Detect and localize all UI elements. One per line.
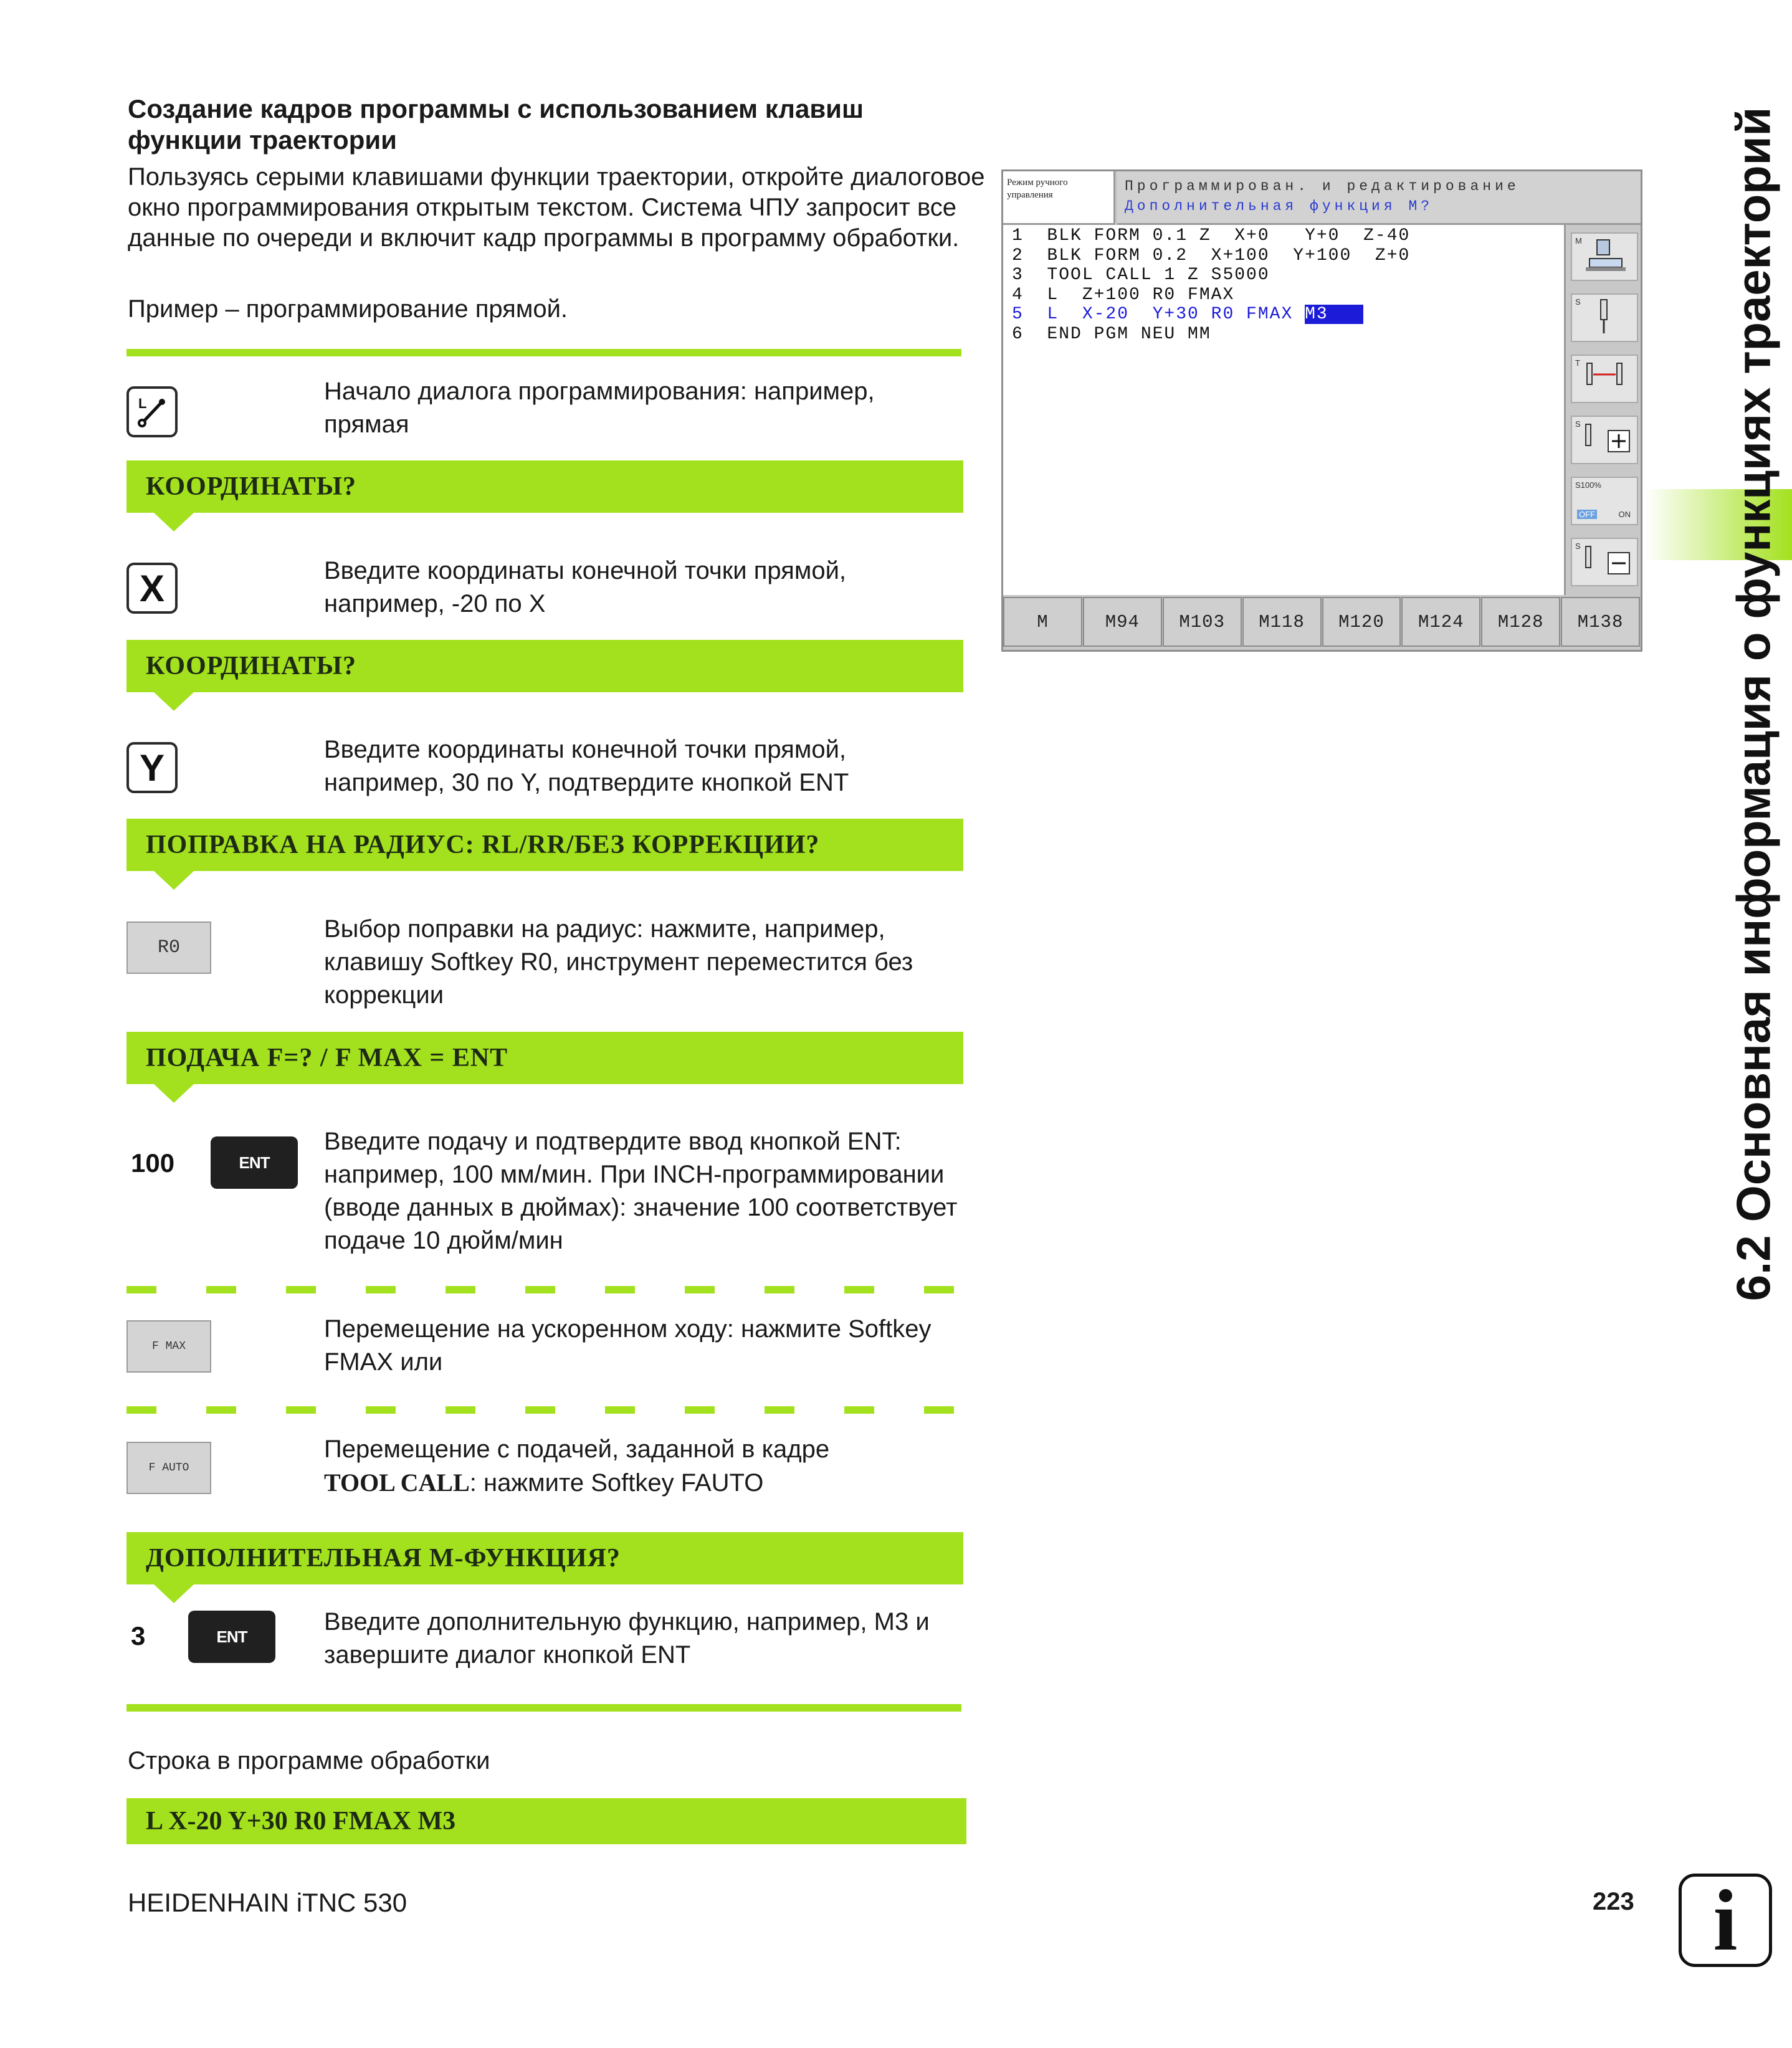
step8-description: Введите дополнительную функцию, например, M3 и завершите диалог кнопкой ENT [324, 1608, 930, 1669]
prompt-feed [126, 1032, 963, 1084]
cursor [1328, 305, 1363, 324]
x-axis-key[interactable]: X [126, 563, 178, 614]
softkey-m103[interactable]: M103 [1163, 597, 1242, 647]
side-softkey-s-minus[interactable]: S [1571, 538, 1638, 586]
step3-description: Введите координаты конечной точки прямой, например, 30 по Y, подтвердите кнопкой ENT [324, 736, 849, 796]
top-rule [126, 349, 961, 356]
prompt-text: ПОПРАВКА НА РАДИУС: RL/RR/БЕЗ КОРРЕКЦИИ? [146, 831, 820, 859]
fauto-softkey[interactable]: F AUTO [126, 1442, 211, 1494]
softkey-m[interactable]: M [1003, 597, 1082, 647]
prompt-coordinates-2 [126, 640, 963, 692]
softkey-m138[interactable]: M138 [1561, 597, 1640, 647]
vertical-section-title [1720, 87, 1788, 1321]
side-softkey-spindle-override[interactable]: S100% OFF ON [1571, 477, 1638, 525]
program-line: 6 END PGM NEU MM [1012, 324, 1211, 344]
line-path-icon [135, 394, 169, 429]
screen-title-line1: Программирован. и редактирование [1125, 178, 1520, 194]
side-softkey-m[interactable]: M [1571, 232, 1638, 281]
svg-text:L: L [138, 396, 147, 411]
footer-product: HEIDENHAIN iTNC 530 [128, 1888, 407, 1917]
section-heading: Создание кадров программы с использованием клавиш функции траектории [128, 94, 864, 155]
program-line: 1 BLK FORM 0.1 Z X+0 Y+0 Z-40 [1012, 226, 1411, 245]
spindle-plus-icon [1572, 417, 1634, 463]
screen-title-line2: Дополнительная функция M? [1125, 198, 1434, 214]
screen-title [1117, 171, 1641, 225]
bottom-rule [126, 1704, 961, 1712]
dashed-separator [126, 1286, 961, 1293]
prompt-radius-compensation [126, 819, 963, 871]
section-title-text: 6.2 Основная информация о функциях траекторий [1727, 107, 1781, 1302]
side-softkey-s[interactable]: S [1571, 293, 1638, 342]
softkey-m118[interactable]: M118 [1242, 597, 1322, 647]
tool-length-icon [1572, 356, 1634, 402]
step1-description: Начало диалога программирования: например, прямая [324, 378, 875, 438]
on-label: ON [1618, 510, 1631, 519]
program-line-text: 5 L X-20 Y+30 R0 FMAX [1012, 305, 1305, 324]
step4-description: Выбор поправки на радиус: нажмите, например, клавишу Softkey R0, инструмент переместится без коррекции [324, 915, 913, 1009]
m-function-value: 3 [131, 1621, 146, 1650]
intro-paragraph: Пользуясь серыми клавишами функции траектории, откройте диалоговое окно программирования открытым текстом. Система ЧПУ запросит все данные по очереди и включит кадр программы в программу обработки. [128, 163, 985, 252]
program-listing [1003, 225, 1564, 595]
r0-softkey[interactable]: R0 [126, 922, 211, 974]
prompt-text: КООРДИНАТЫ? [146, 652, 357, 680]
prompt-text: ДОПОЛНИТЕЛЬНАЯ М-ФУНКЦИЯ? [146, 1544, 621, 1573]
info-icon: i [1679, 1874, 1772, 1967]
prompt-text: ПОДАЧА F=? / F MAX = ENT [146, 1044, 508, 1072]
result-code: L X-20 Y+30 R0 FMAX M3 [126, 1798, 966, 1844]
program-line: 4 L Z+100 R0 FMAX [1012, 285, 1235, 305]
spindle-minus-icon [1572, 539, 1634, 585]
prompt-notch [154, 692, 194, 711]
softkey-m120[interactable]: M120 [1322, 597, 1401, 647]
step5-description: Введите подачу и подтвердите ввод кнопкой ENT: например, 100 мм/мин. При INCH-программировании (вводе данных в дюймах): значение 100 соответствует подаче 10 дюйм/мин [324, 1128, 958, 1254]
side-softkeys [1564, 225, 1641, 595]
side-softkey-t[interactable]: T [1571, 355, 1638, 403]
dashed-separator [126, 1406, 961, 1414]
fmax-softkey[interactable]: F MAX [126, 1320, 211, 1373]
step7-text-a: Перемещение с подачей, заданной в кадре [324, 1436, 830, 1463]
softkey-m124[interactable]: M124 [1401, 597, 1480, 647]
tool-call-term: TOOL CALL [324, 1469, 470, 1497]
step7-text-b: : нажмите Softkey FAUTO [469, 1469, 764, 1497]
prompt-m-function [126, 1532, 963, 1584]
step6-description: Перемещение на ускоренном ходу: нажмите Softkey FMAX или [324, 1315, 932, 1376]
softkey-m94[interactable]: M94 [1083, 597, 1162, 647]
prompt-notch [154, 871, 194, 890]
prompt-coordinates-1 [126, 460, 963, 513]
bottom-softkeys [1003, 597, 1641, 650]
prompt-notch [154, 1584, 194, 1603]
step7-description [324, 1433, 966, 1500]
spindle-icon [1572, 295, 1634, 341]
line-path-key[interactable] [126, 386, 178, 437]
side-softkey-s-plus[interactable]: S [1571, 416, 1638, 464]
ent-key[interactable]: ENT [188, 1611, 275, 1663]
step2-description: Введите координаты конечной точки прямой, например, -20 по X [324, 557, 847, 617]
m3-highlight: M3 [1305, 305, 1328, 324]
feed-value: 100 [131, 1148, 175, 1178]
off-label: OFF [1577, 510, 1597, 519]
program-line-active [1012, 305, 1555, 325]
y-axis-key[interactable]: Y [126, 742, 178, 793]
ent-key[interactable]: ENT [211, 1136, 298, 1189]
prompt-notch [154, 513, 194, 531]
result-label: Строка в программе обработки [128, 1747, 490, 1774]
example-text: Пример – программирование прямой. [128, 295, 568, 323]
prompt-notch [154, 1084, 194, 1103]
softkey-m128[interactable]: M128 [1481, 597, 1560, 647]
program-line: 2 BLK FORM 0.2 X+100 Y+100 Z+0 [1012, 245, 1411, 265]
operating-mode: Режим ручного управления [1003, 171, 1115, 225]
program-line: 3 TOOL CALL 1 Z S5000 [1012, 265, 1270, 285]
page-number: 223 [1593, 1888, 1634, 1915]
tnc-screen [1001, 169, 1642, 652]
prompt-text: КООРДИНАТЫ? [146, 472, 357, 501]
